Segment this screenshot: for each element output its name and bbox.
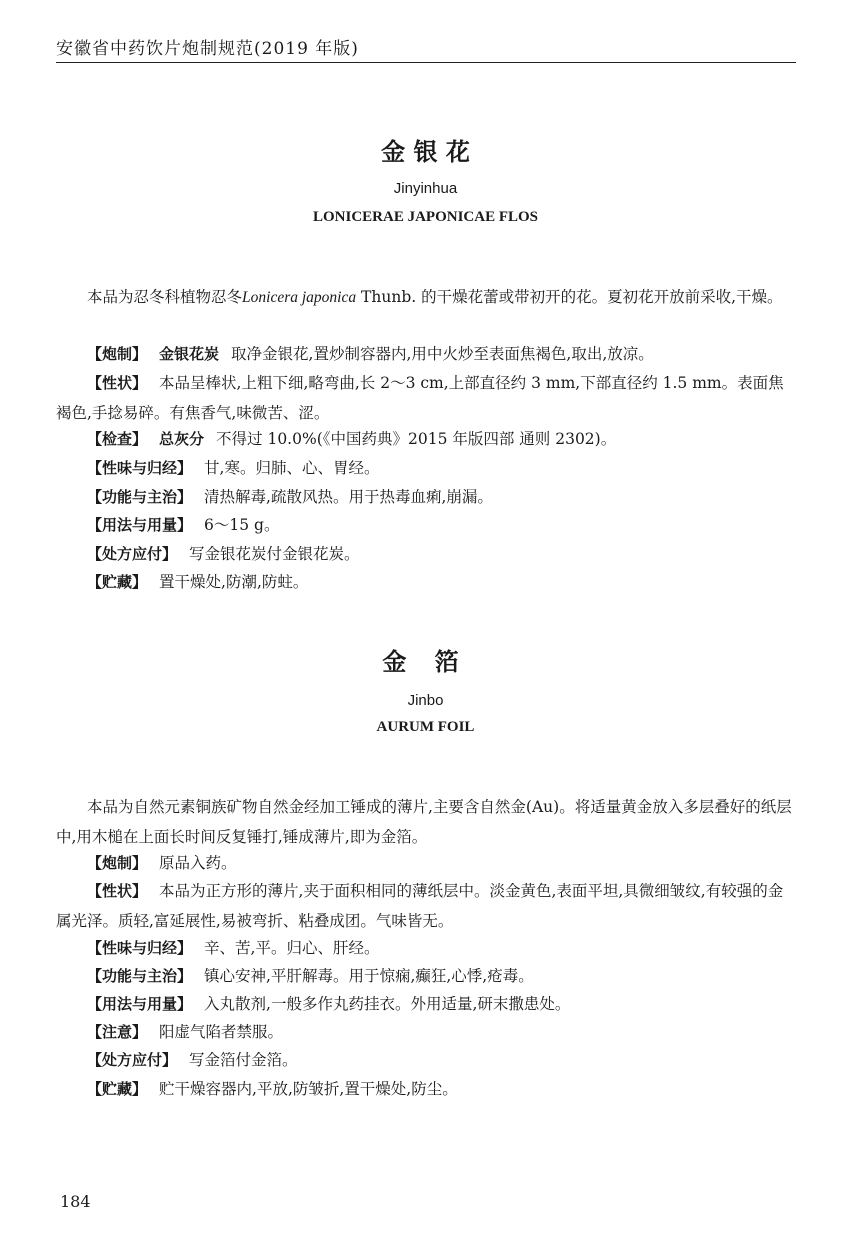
section-label: 【贮藏】 bbox=[87, 1080, 148, 1098]
section-label: 【性味与归经】 bbox=[87, 939, 193, 957]
section-text: 原品入药。 bbox=[159, 854, 237, 872]
section-text: 写金银花炭付金银花炭。 bbox=[189, 545, 360, 563]
section-label: 【用法与用量】 bbox=[87, 516, 193, 534]
section-storage bbox=[56, 1074, 796, 1104]
section-text: 阳虚气陷者禁服。 bbox=[159, 1023, 284, 1041]
section-label: 【处方应付】 bbox=[87, 1051, 178, 1069]
section-prescription bbox=[56, 539, 796, 569]
section-label: 【性状】 bbox=[87, 882, 148, 900]
section-label: 【性味与归经】 bbox=[87, 459, 193, 477]
section-label: 【炮制】 bbox=[87, 854, 148, 872]
section-label: 【注意】 bbox=[87, 1023, 148, 1041]
section-inspection bbox=[56, 424, 796, 454]
entry-title-cn: 金 箔 bbox=[382, 648, 469, 676]
section-nature-meridian bbox=[56, 453, 796, 483]
section-text: 本品呈棒状,上粗下细,略弯曲,长 2～3 cm,上部直径约 3 mm,下部直径约 1.5 mm。表面焦褐色,手捻易碎。有焦香气,味微苦、涩。 bbox=[56, 374, 784, 422]
section-text: 清热解毒,疏散风热。用于热毒血痢,崩漏。 bbox=[204, 488, 493, 506]
section-sublabel: 金银花炭 bbox=[159, 345, 220, 363]
section-functions bbox=[56, 482, 796, 512]
section-description bbox=[56, 876, 796, 936]
section-dosage bbox=[56, 989, 796, 1019]
section-dosage bbox=[56, 510, 796, 540]
section-nature-meridian bbox=[56, 933, 796, 963]
section-text: 6～15 g。 bbox=[204, 516, 280, 534]
section-description bbox=[56, 368, 796, 428]
section-text: 辛、苦,平。归心、肝经。 bbox=[204, 939, 380, 957]
section-label: 【检查】 bbox=[87, 430, 148, 448]
section-storage bbox=[56, 567, 796, 597]
section-label: 【炮制】 bbox=[87, 345, 148, 363]
section-text: 贮干燥容器内,平放,防皱折,置干燥处,防尘。 bbox=[159, 1080, 458, 1098]
entry-title-pinyin: Jinyinhua bbox=[393, 180, 458, 197]
section-label: 【性状】 bbox=[87, 374, 148, 392]
section-text: 本品为正方形的薄片,夹于面积相同的薄纸层中。淡金黄色,表面平坦,具微细皱纹,有较强的金属光泽。质轻,富延展性,易被弯折、粘叠成团。气味皆无。 bbox=[56, 882, 784, 930]
entry-title-latin: AURUM FOIL bbox=[376, 719, 475, 735]
section-text: 写金箔付金箔。 bbox=[189, 1051, 298, 1069]
section-processing bbox=[56, 848, 796, 878]
section-label: 【功能与主治】 bbox=[87, 488, 193, 506]
entry-intro: 本品为忍冬科植物忍冬Lonicera japonica Thunb. 的干燥花蕾或带初开的花。夏初花开放前采收,干燥。 bbox=[87, 288, 783, 306]
running-head: 安徽省中药饮片炮制规范(2019 年版) bbox=[56, 39, 359, 59]
section-label: 【功能与主治】 bbox=[87, 967, 193, 985]
entry-title-cn: 金 银 花 bbox=[381, 138, 470, 166]
section-text: 甘,寒。归肺、心、胃经。 bbox=[204, 459, 380, 477]
section-sublabel: 总灰分 bbox=[159, 430, 205, 448]
header-rule bbox=[56, 62, 796, 63]
page-number: 184 bbox=[60, 1192, 91, 1211]
section-processing bbox=[56, 339, 796, 369]
entry-title-latin: LONICERAE JAPONICAE FLOS bbox=[312, 209, 539, 225]
section-caution bbox=[56, 1017, 796, 1047]
section-label: 【处方应付】 bbox=[87, 545, 178, 563]
section-text: 入丸散剂,一般多作丸药挂衣。外用适量,研末撒患处。 bbox=[204, 995, 571, 1013]
section-text: 置干燥处,防潮,防蛀。 bbox=[159, 573, 309, 591]
section-functions bbox=[56, 961, 796, 991]
section-text: 镇心安神,平肝解毒。用于惊痫,癫狂,心悸,疮毒。 bbox=[204, 967, 534, 985]
entry-title-pinyin: Jinbo bbox=[407, 692, 444, 709]
section-label: 【用法与用量】 bbox=[87, 995, 193, 1013]
section-text: 取净金银花,置炒制容器内,用中火炒至表面焦褐色,取出,放凉。 bbox=[231, 345, 654, 363]
section-prescription bbox=[56, 1045, 796, 1075]
section-text: 不得过 10.0%(《中国药典》2015 年版四部 通则 2302)。 bbox=[216, 430, 617, 448]
entry-intro: 本品为自然元素铜族矿物自然金经加工锤成的薄片,主要含自然金(Au)。将适量黄金放入多层叠好的纸层中,用木槌在上面长时间反复锤打,锤成薄片,即为金箔。 bbox=[56, 798, 792, 846]
section-label: 【贮藏】 bbox=[87, 573, 148, 591]
